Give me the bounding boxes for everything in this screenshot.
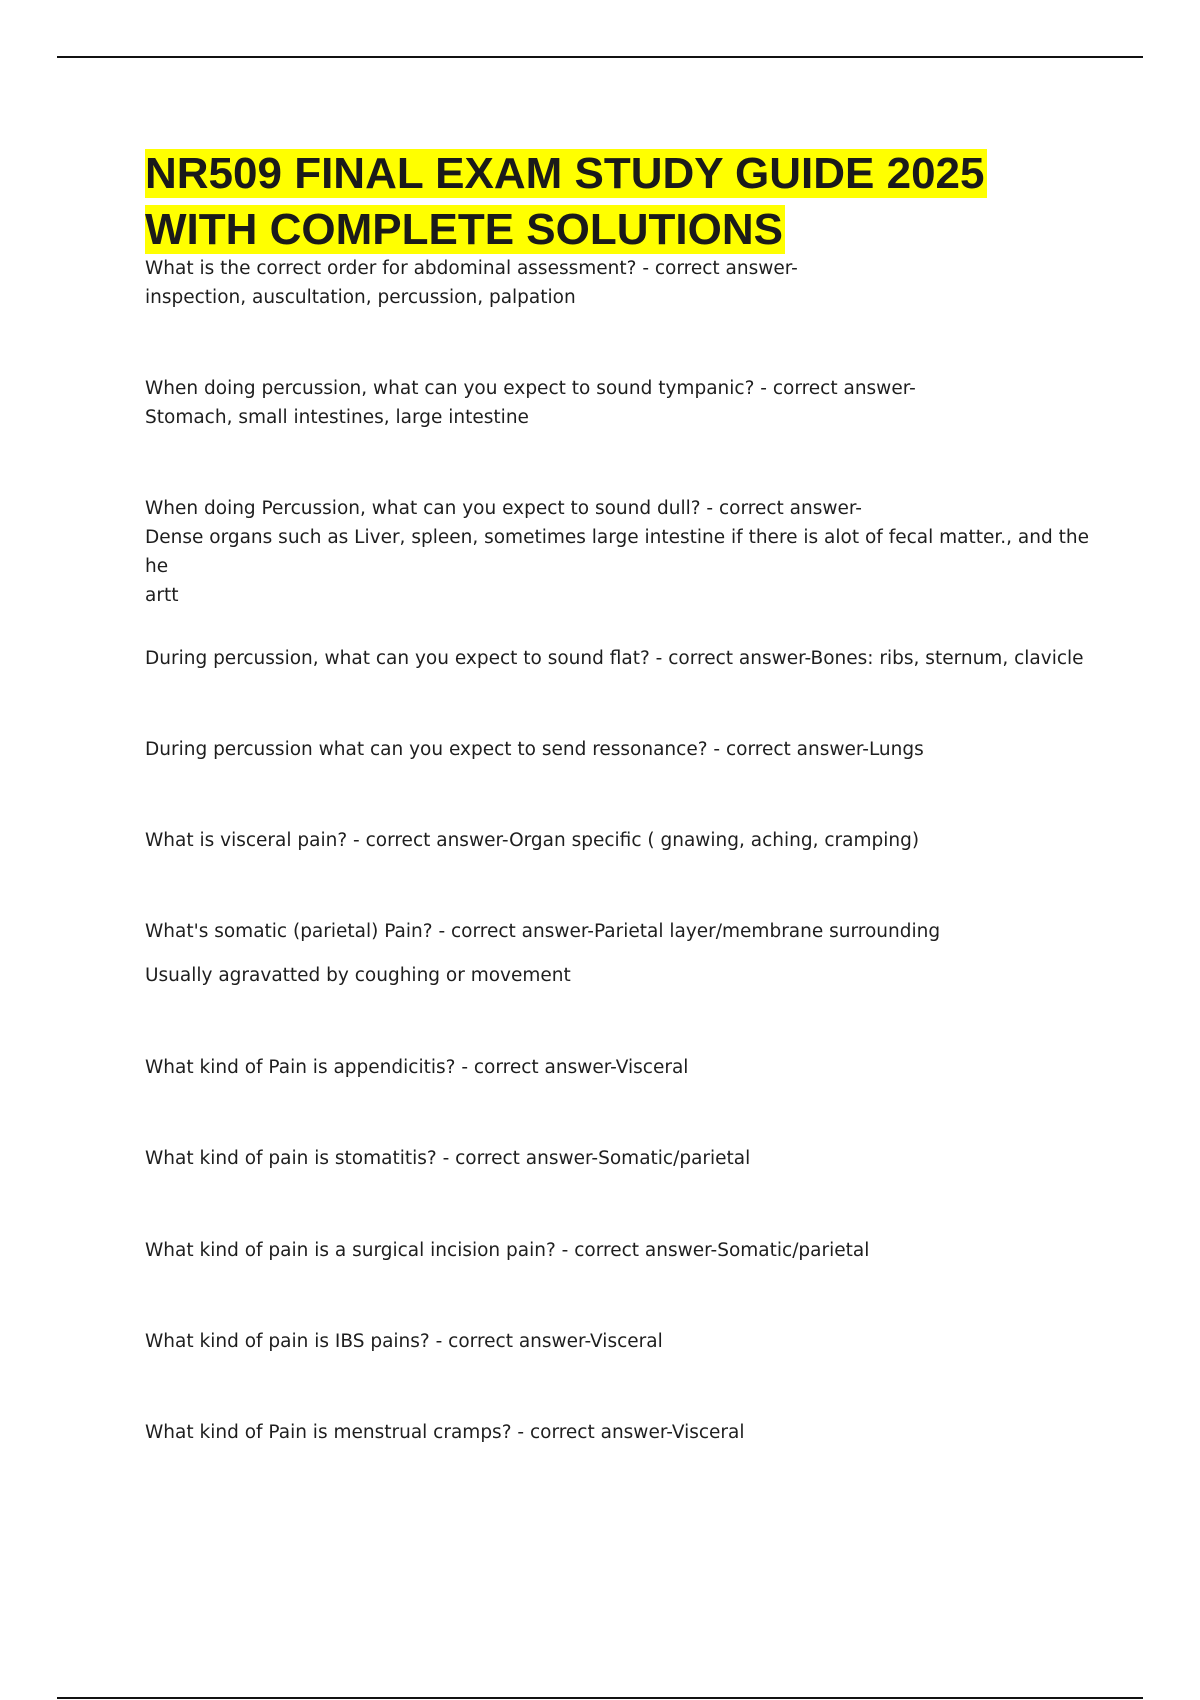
qa-item-7 [145,917,1105,990]
qa-answer-continued: artt [145,585,179,606]
qa-item-4 [145,644,1105,673]
bottom-divider [57,1697,1143,1699]
qa-item-5 [145,735,1105,764]
title-line-2: WITH COMPLETE SOLUTIONS [145,205,783,254]
qa-question: When doing percussion, what can you expect to sound tympanic? - correct answer- [145,378,916,399]
qa-answer: Usually agravatted by coughing or movement [145,965,571,986]
qa-item-8 [145,1053,1105,1082]
qa-item-2 [145,374,1105,432]
qa-item-6 [145,826,1105,855]
qa-question: What kind of pain is a surgical incision pain? - correct answer-Somatic/parietal [145,1240,870,1261]
qa-question: What kind of pain is IBS pains? - correct answer-Visceral [145,1331,663,1352]
qa-question: What's somatic (parietal) Pain? - correct answer-Parietal layer/membrane surrounding [145,921,941,942]
qa-item-9 [145,1144,1105,1173]
qa-item-12 [145,1418,1105,1447]
qa-item-1 [145,254,1105,312]
qa-question: During percussion, what can you expect to sound flat? - correct answer-Bones: ribs, sternum, clavicle [145,648,1084,669]
title-line-1: NR509 FINAL EXAM STUDY GUIDE 2025 [145,149,985,198]
qa-answer: Dense organs such as Liver, spleen, sometimes large intestine if there is alot of fecal matter., and the he [145,527,1089,577]
qa-question: During percussion what can you expect to send ressonance? - correct answer-Lungs [145,739,924,760]
qa-question: What kind of pain is stomatitis? - correct answer-Somatic/parietal [145,1148,751,1169]
qa-item-10 [145,1236,1105,1265]
qa-question: What kind of Pain is appendicitis? - correct answer-Visceral [145,1057,689,1078]
qa-question: What is the correct order for abdominal assessment? - correct answer- [145,258,798,279]
qa-answer: inspection, auscultation, percussion, palpation [145,287,576,308]
qa-item-11 [145,1327,1105,1356]
qa-question: What kind of Pain is menstrual cramps? - correct answer-Visceral [145,1422,745,1443]
qa-answer: Stomach, small intestines, large intestine [145,407,529,428]
top-divider [57,56,1143,58]
qa-item-3 [145,494,1105,610]
qa-question: When doing Percussion, what can you expect to sound dull? - correct answer- [145,498,862,519]
document-title [145,146,987,258]
qa-question: What is visceral pain? - correct answer-Organ specific ( gnawing, aching, cramping) [145,830,920,851]
